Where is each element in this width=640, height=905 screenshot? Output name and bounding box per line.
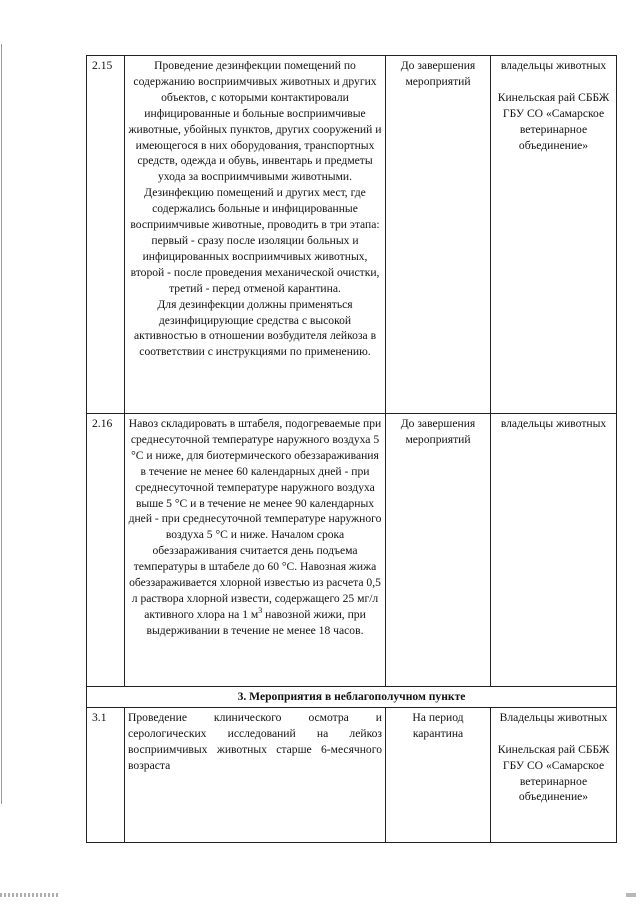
responsible-owners: владельцы животных xyxy=(500,417,607,430)
responsible-cell xyxy=(491,414,617,687)
row-number: 3.1 xyxy=(87,707,125,842)
scan-artifact xyxy=(0,893,60,897)
scan-margin-line xyxy=(1,44,2,804)
action-paragraph: Для дезинфекции должны применяться дезинфицирующие средства с высокой активностью в отношении возбудителя лейкоза в соответствии с инструкциями по применению. xyxy=(133,297,377,359)
term-cell: На период карантина xyxy=(386,707,491,842)
section-title: 3. Мероприятия в неблагополучном пункте xyxy=(87,687,617,708)
table-row xyxy=(87,56,617,414)
action-text-tail: навозной жижи, при выдерживании в течение не менее 18 часов. xyxy=(146,607,366,637)
term-cell: До завершения мероприятий xyxy=(386,56,491,414)
responsible-agency: Кинельская рай СББЖ ГБУ СО «Самарское ветеринарное объединение» xyxy=(497,742,610,804)
responsible-agency: Кинельская рай СББЖ ГБУ СО «Самарское ветеринарное объединение» xyxy=(497,90,610,152)
action-paragraph: Проведение дезинфекции помещений по содержанию восприимчивых животных и других объектов, с которыми контактировали инфицированные и больные восприимчивые животные, убойных пунктов, других сооружений и имеющегося в них оборудования, транспортных средств, одежда и обувь, инвентарь и предметы ухода за восприимчивыми животными. xyxy=(128,59,382,184)
table-row xyxy=(87,414,617,687)
section-header-row xyxy=(87,687,617,708)
scan-artifact xyxy=(626,893,636,897)
action-paragraph: Дезинфекцию помещений и других мест, где содержались больные и инфицированные восприимчивые животные, проводить в три этапа: первый - сразу после изоляции больных и инфицированных восприимчивых животных, второй - после проведения механической очистки, третий - перед отменой карантина. xyxy=(130,186,380,295)
action-text: Навоз складировать в штабеля, подогреваемые при среднесуточной температуре наружного воздуха 5 °С и ниже, для биотермического обеззараживания в течение не менее 60 календарных дней - при среднесуточной температуре наружного воздуха выше 5 °С и в течение не менее 90 календарных дней - при среднесуточной температуре наружного воздуха 5 °С и ниже. Началом срока обеззараживания считается день подъема температуры в штабеле до 60 °С. Навозная жижа обеззараживается хлорной известью из расчета 0,5 л раствора хлорной извести, содержащего 25 мг/л активного хлора на 1 м xyxy=(128,417,382,621)
responsible-owners: Владельцы животных xyxy=(499,710,608,724)
superscript: 3 xyxy=(258,606,263,616)
action-cell: Проведение клинического осмотра и серологических исследований на лейкоз восприимчивых животных старше 6-месячного возраста xyxy=(125,707,386,842)
table-row xyxy=(87,707,617,842)
responsible-cell xyxy=(491,707,617,842)
term-cell: До завершения мероприятий xyxy=(386,414,491,687)
action-cell xyxy=(125,56,386,414)
row-number: 2.16 xyxy=(87,414,125,687)
responsible-owners: владельцы животных xyxy=(500,59,607,72)
action-cell xyxy=(125,414,386,687)
measures-table xyxy=(86,55,617,843)
responsible-cell xyxy=(491,56,617,414)
row-number: 2.15 xyxy=(87,56,125,414)
